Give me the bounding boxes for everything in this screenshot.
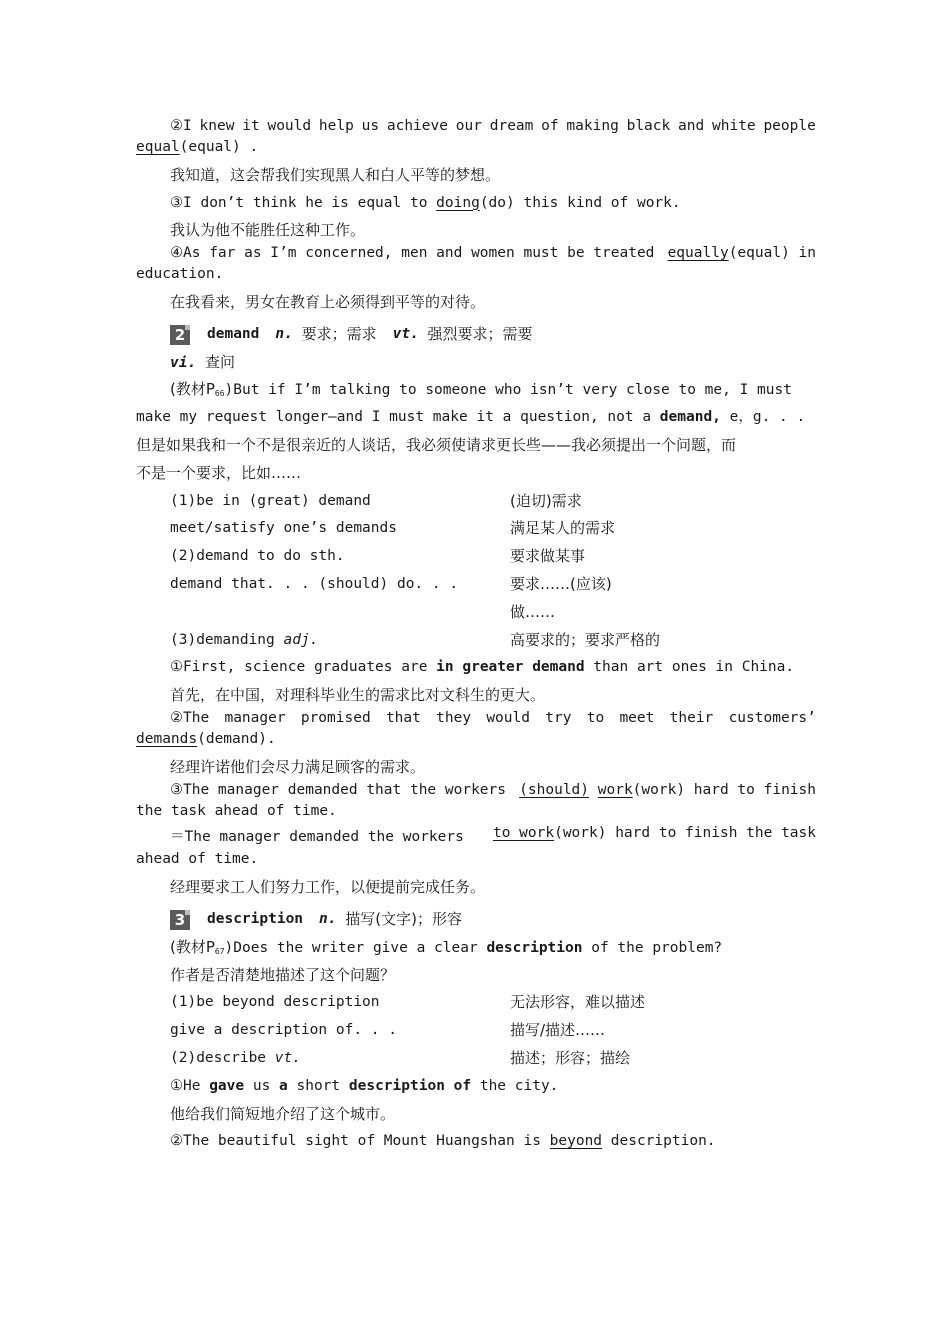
word: our xyxy=(455,118,482,134)
example-1: ①He gave us a short description of the city. xyxy=(170,1077,559,1094)
quote-translation-line-1: 但是如果我和一个不是很亲近的人谈话，我必须使请求更长些——我必须提出一个问题，而 xyxy=(136,435,737,454)
example-2-line-2: demands(demand). xyxy=(136,730,276,747)
word: they xyxy=(436,709,472,726)
example-3: ③I don’t think he is equal to doing(do) this kind of work. xyxy=(170,194,681,211)
word: would xyxy=(267,118,312,134)
textbook-quote-line-2: make my request longer—and I must make it a question, not a demand, e，g. . . xyxy=(136,409,806,426)
word: and xyxy=(678,118,705,134)
example-1-translation: 首先，在中国，对理科毕业生的需求比对文科生的更大。 xyxy=(170,686,546,705)
phrase-row: (1)be beyond description 无法形容，难以描述 xyxy=(170,993,646,1012)
example-3-translation: 我认为他不能胜任这种工作。 xyxy=(170,221,366,240)
answer-blank: (should) xyxy=(519,781,590,798)
word: try xyxy=(545,709,572,726)
example-2-line-1 xyxy=(136,118,816,134)
answer-blank: work xyxy=(597,781,633,798)
answer-blank: beyond xyxy=(549,1133,603,1150)
phrase-row: (2)demand to do sth. 要求做某事 xyxy=(170,547,586,566)
phrase-row: give a description of. . . 描写/描述…… xyxy=(170,1021,606,1040)
answer-blank: equal xyxy=(136,139,180,155)
word: white xyxy=(712,118,756,134)
example-3-rewrite-line-1: ＝The manager demanded the workers to work(work) hard to finish the task xyxy=(170,825,816,846)
word: their xyxy=(669,709,714,726)
answer-blank: doing xyxy=(436,194,480,211)
textbook-quote-line-1: (教材$P_{66})But$ if I’m talking to someone who isn’t very close to me, I must xyxy=(170,380,792,399)
word: achieve xyxy=(386,118,448,134)
word: making xyxy=(566,118,619,134)
phrase-row: meet/satisfy one’s demands 满足某人的需求 xyxy=(170,519,616,538)
word: people xyxy=(763,118,816,134)
quote-translation-line-2: 不是一个要求，比如…… xyxy=(136,463,302,482)
example-3-rewrite-line-2: ahead of time. xyxy=(136,851,259,868)
word: knew xyxy=(199,118,235,134)
phrase-row: (3)demanding adj. 高要求的；要求严格的 xyxy=(170,630,661,649)
answer-blank: equally xyxy=(667,245,729,262)
example-1-translation: 他给我们简短地介绍了这个城市。 xyxy=(170,1104,396,1123)
word: dream xyxy=(489,118,534,134)
example-4-line-2: education. xyxy=(136,266,224,283)
word: manager xyxy=(224,709,286,726)
document-page xyxy=(136,118,816,1156)
example-2-line-2: equal(equal) . xyxy=(136,139,259,155)
word: meet xyxy=(619,709,655,726)
number-2-icon: 2 xyxy=(170,325,190,345)
number-3-icon: 3 xyxy=(170,910,190,930)
example-2-translation: 经理许诺他们会尽力满足顾客的需求。 xyxy=(170,757,426,776)
quote-translation: 作者是否清楚地描述了这个问题？ xyxy=(170,965,396,984)
word: customers’ xyxy=(728,709,816,726)
entry-heading-demand: 2 demand n. 要求；需求 vt. 强烈要求；需要 xyxy=(136,321,816,349)
phrase-row: (1)be in (great) demand (迫切)需求 xyxy=(170,491,582,510)
word: help xyxy=(318,118,354,134)
example-4-line-1: ④As far as I’m concerned, men and women must be treated equally(equal) in xyxy=(170,245,816,262)
phrase-row: 做…… xyxy=(510,602,556,621)
word: us xyxy=(361,118,380,134)
entry-sense-vi: vi. 查问 xyxy=(170,352,235,371)
word: of xyxy=(541,118,559,134)
word: ②I xyxy=(170,118,192,134)
example-3-line-1: ③The manager demanded that the workers (should) work(work) hard to finish xyxy=(170,781,816,798)
textbook-quote: (教材$P_{67})Does$ the writer give a clear description of the problem? xyxy=(170,937,723,956)
word: promised xyxy=(300,709,371,726)
answer-blank: to work xyxy=(492,825,555,842)
headword: demand xyxy=(207,325,260,342)
example-4-translation: 在我看来，男女在教育上必须得到平等的对待。 xyxy=(170,292,486,311)
example-2-line-1 xyxy=(136,710,816,726)
answer-blank: demands xyxy=(136,730,198,747)
word: that xyxy=(385,709,421,726)
example-2: ②The beautiful sight of Mount Huangshan is beyond description. xyxy=(170,1133,716,1150)
example-2-translation: 我知道，这会帮我们实现黑人和白人平等的梦想。 xyxy=(170,165,501,184)
phrase-row: (2)describe vt. 描述；形容；描绘 xyxy=(170,1048,631,1067)
example-3-line-2: the task ahead of time. xyxy=(136,802,337,819)
headword: description xyxy=(207,910,304,927)
phrase-row: demand that. . . (should) do. . . 要求……(应该) xyxy=(170,574,612,593)
example-1: ①First, science graduates are in greater demand than art ones in China. xyxy=(170,659,795,676)
word: to xyxy=(586,709,605,726)
word: it xyxy=(242,118,260,134)
word: ②The xyxy=(170,709,210,726)
entry-heading-description: 3 description n. 描写(文字)；形容 xyxy=(136,906,816,934)
word: black xyxy=(626,118,671,134)
word: would xyxy=(486,709,530,726)
example-3-translation: 经理要求工人们努力工作，以便提前完成任务。 xyxy=(170,878,486,897)
